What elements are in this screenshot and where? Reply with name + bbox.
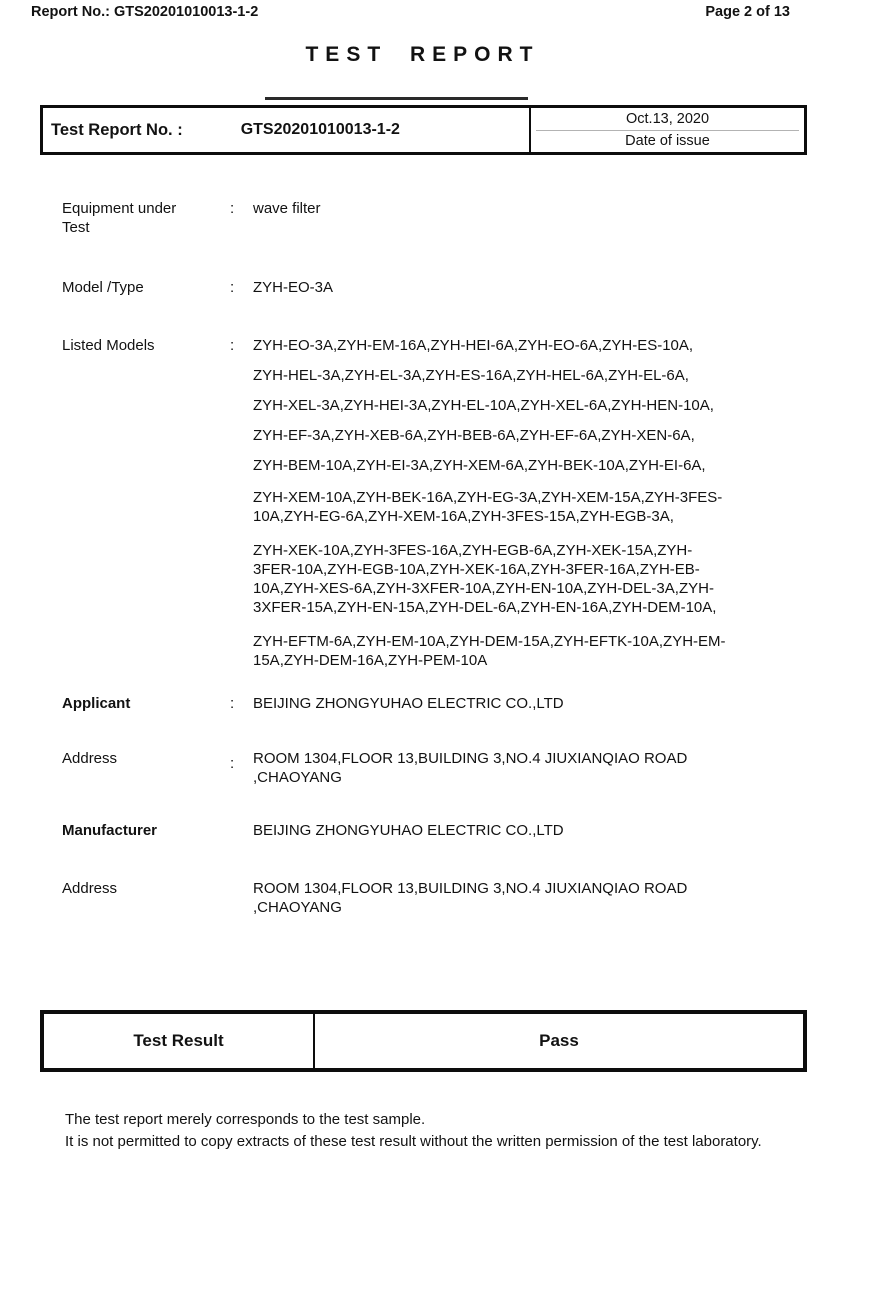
running-header [31, 4, 790, 20]
field-value: ZYH-EO-3A [253, 279, 334, 296]
field-colon: : [230, 279, 235, 296]
field-label: Applicant [62, 695, 131, 712]
listed-models-paragraph: ZYH-EF-3A,ZYH-XEB-6A,ZYH-BEB-6A,ZYH-EF-6A,ZYH-XEN-6A, [253, 426, 695, 444]
field-value: ROOM 1304,FLOOR 13,BUILDING 3,NO.4 JIUXIANQIAO ROAD ,CHAOYANG [253, 750, 688, 786]
field-value-listed-models: ZYH-EO-3A,ZYH-EM-16A,ZYH-HEI-6A,ZYH-EO-6A,ZYH-ES-10A, ZYH-HEL-3A,ZYH-EL-3A,ZYH-ES-16A,ZYH-HEL-6A,ZYH-EL-6A, ZYH-XEL-3A,ZYH-HEI-3A,ZYH-EL-10A,ZYH-XEL-6A,ZYH-HEN-10A, ZYH-EF-3A,ZYH-XEB-6A,ZYH-BEB-6A,ZYH-EF-6A,ZYH-XEN-6A, ZYH-BEM-10A,ZYH-EI-3A,ZYH-XEM-6A,ZYH-BEK-10A,ZYH-EI-6A, ZYH-XEM-10A,ZYH-BEK-16A,ZYH-EG-3A,ZYH-XEM-15A,ZYH-3FES- 10A,ZYH-EG-6A,ZYH-XEM-16A,ZYH-3FES-15A,ZYH-EGB-3A, ZYH-XEK-10A,ZYH-3FES-16A,ZYH-EGB-6A,ZYH-XEK-15A,ZYH- 3FER-10A,ZYH-EGB-10A,ZYH-XEK-16A,ZYH-3FER-16A,ZYH-EB- 10A,ZYH-XES-6A,ZYH-3XFER-10A,ZYH-EN-10A,ZYH-DEL-3A,ZYH- 3XFER-15A,ZYH-EN-15A,ZYH-DEL-6A,ZYH-EN-16A,ZYH-DEM-10A, ZYH-EFTM-6A,ZYH-EM-10A,ZYH-DEM-15A,ZYH-EFTK-10A,ZYH-EM- 15A,ZYH-DEM-16A,ZYH-PEM-10A [253, 336, 831, 685]
footer-note-line2: It is not permitted to copy extracts of these test result without the written permission of the test laboratory. [65, 1132, 762, 1150]
field-label: Listed Models [62, 337, 155, 354]
report-number-cell [43, 108, 531, 152]
document-title: TEST REPORT [305, 43, 540, 66]
field-label: Address [62, 750, 118, 767]
field-value: BEIJING ZHONGYUHAO ELECTRIC CO.,LTD [253, 695, 564, 712]
listed-models-paragraph: ZYH-EO-3A,ZYH-EM-16A,ZYH-HEI-6A,ZYH-EO-6A,ZYH-ES-10A, [253, 337, 694, 354]
report-number-value: GTS20201010013-1-2 [240, 121, 400, 138]
header-report-no: Report No.: GTS20201010013-1-2 [31, 4, 259, 20]
field-row-equipment [62, 199, 831, 237]
field-row-listed-models [62, 336, 831, 685]
field-row-manufacturer [62, 821, 831, 840]
field-row-applicant [62, 694, 831, 713]
field-colon: : [230, 695, 235, 712]
listed-models-paragraph: ZYH-XEL-3A,ZYH-HEI-3A,ZYH-EL-10A,ZYH-XEL-6A,ZYH-HEN-10A, [253, 396, 714, 414]
field-label: Manufacturer [62, 822, 158, 839]
report-number-table [40, 105, 807, 155]
test-result-table [40, 1010, 807, 1072]
field-colon: : [230, 755, 235, 772]
listed-models-paragraph: ZYH-HEL-3A,ZYH-EL-3A,ZYH-ES-16A,ZYH-HEL-6A,ZYH-EL-6A, [253, 366, 689, 384]
date-of-issue-caption: Date of issue [625, 133, 710, 150]
footer-note [65, 1109, 829, 1152]
field-row-applicant-address [62, 749, 698, 787]
test-result-label: Test Result [44, 1014, 315, 1068]
report-number-label: Test Report No. : [51, 120, 183, 139]
field-value: ROOM 1304,FLOOR 13,BUILDING 3,NO.4 JIUXIANQIAO ROAD ,CHAOYANG [253, 880, 688, 916]
field-value: BEIJING ZHONGYUHAO ELECTRIC CO.,LTD [253, 822, 564, 839]
field-colon: : [230, 337, 235, 354]
test-result-value: Pass [539, 1031, 579, 1050]
field-label: Model /Type [62, 279, 144, 296]
scan-artifact-line [265, 97, 528, 100]
field-value: wave filter [253, 200, 321, 217]
date-of-issue-value: Oct.13, 2020 [625, 110, 710, 127]
footer-note-line1: The test report merely corresponds to the test sample. [65, 1111, 426, 1128]
header-page-number: Page 2 of 13 [705, 4, 790, 20]
field-label: Address [62, 880, 118, 897]
field-colon: : [230, 200, 235, 217]
date-of-issue-cell [531, 108, 804, 152]
listed-models-paragraph: ZYH-BEM-10A,ZYH-EI-3A,ZYH-XEM-6A,ZYH-BEK-10A,ZYH-EI-6A, [253, 456, 706, 474]
field-row-manufacturer-address [62, 879, 698, 917]
field-row-model [62, 278, 831, 297]
field-label: Equipment under Test [62, 200, 177, 236]
